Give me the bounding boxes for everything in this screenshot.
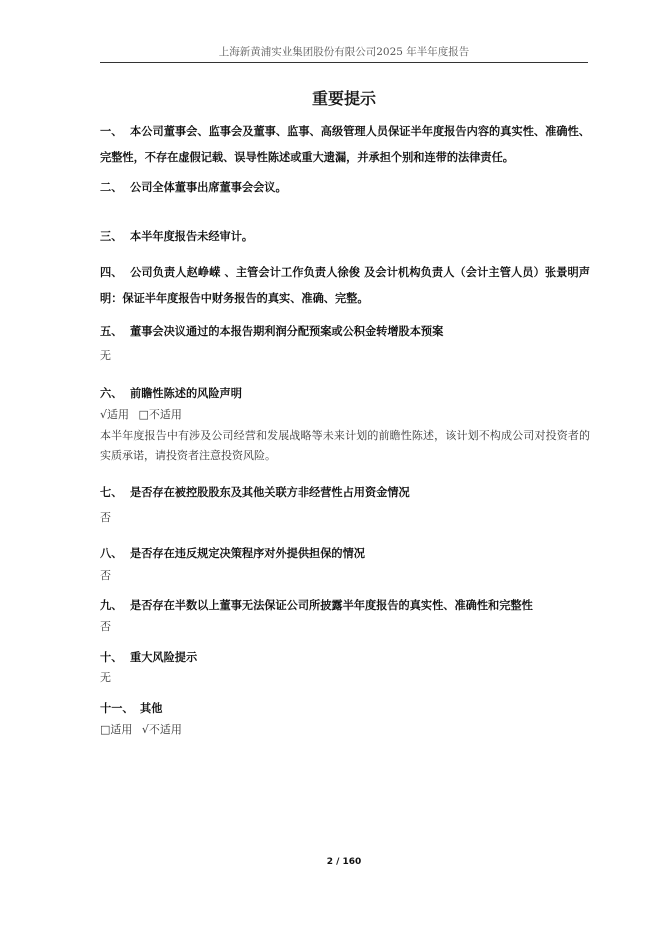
- item-number: 十一、: [100, 702, 134, 715]
- item-number: 四、: [100, 266, 123, 279]
- item-text: 公司负责人赵峥嵘 、主管会计工作负责人徐俊 及会计机构负责人（会计主管人员）张景明声明：保证半年度报告中财务报告的真实、准确、完整。: [100, 266, 590, 305]
- header-divider: [100, 62, 588, 63]
- item-4-heading: [100, 260, 590, 312]
- item-number: 七、: [100, 486, 123, 499]
- option-applicable: □适用: [100, 723, 133, 736]
- item-number: 十、: [100, 651, 123, 664]
- item-6-answer: 本半年度报告中有涉及公司经营和发展战略等未来计划的前瞻性陈述，该计划不构成公司对投资者的实质承诺，请投资者注意投资风险。: [100, 429, 590, 462]
- item-10-answer: 无: [100, 671, 111, 684]
- page-title: 重要提示: [311, 89, 376, 108]
- item-9-heading: [100, 593, 590, 619]
- item-text: 董事会决议通过的本报告期利润分配预案或公积金转增股本预案: [130, 325, 444, 338]
- item-6-heading: [100, 381, 590, 407]
- item-7-heading: [100, 480, 590, 506]
- item-number: 三、: [100, 230, 123, 243]
- item-number: 九、: [100, 599, 123, 612]
- item-number: 八、: [100, 547, 123, 560]
- option-applicable-checked: √适用: [100, 408, 130, 421]
- item-text: 本半年度报告未经审计。: [130, 230, 254, 243]
- item-11-options: [100, 720, 590, 740]
- item-text: 前瞻性陈述的风险声明: [130, 387, 242, 400]
- item-text: 是否存在被控股股东及其他关联方非经营性占用资金情况: [130, 486, 410, 499]
- item-8-answer: 否: [100, 569, 111, 582]
- page-number: 2 / 160: [326, 857, 362, 867]
- item-text: 是否存在半数以上董事无法保证公司所披露半年度报告的真实性、准确性和完整性: [130, 599, 533, 612]
- item-5-answer: 无: [100, 349, 111, 362]
- item-text: 本公司董事会、监事会及董事、监事、高级管理人员保证半年度报告内容的真实性、准确性、完整性，不存在虚假记载、误导性陈述或重大遗漏，并承担个别和连带的法律责任。: [100, 125, 590, 164]
- item-number: 二、: [100, 181, 123, 194]
- item-9-answer: 否: [100, 620, 111, 633]
- item-2-heading: [100, 175, 590, 201]
- item-number: 一、: [100, 125, 123, 138]
- item-1-heading: [100, 119, 590, 171]
- item-5-heading: [100, 319, 590, 345]
- item-text: 其他: [140, 702, 163, 715]
- running-header: 上海新黄浦实业集团股份有限公司2025 年半年度报告: [218, 46, 470, 58]
- item-7-answer: 否: [100, 511, 111, 524]
- item-text: 重大风险提示: [130, 651, 198, 664]
- item-text: 公司全体董事出席董事会会议。: [130, 181, 287, 194]
- item-6-options: [100, 405, 590, 425]
- item-8-heading: [100, 541, 590, 567]
- item-11-heading: [100, 696, 590, 722]
- item-3-heading: [100, 224, 590, 250]
- option-not-applicable: □不适用: [138, 408, 182, 421]
- item-number: 六、: [100, 387, 123, 400]
- item-text: 是否存在违反规定决策程序对外提供担保的情况: [130, 547, 365, 560]
- item-number: 五、: [100, 325, 123, 338]
- option-not-applicable-checked: √不适用: [141, 723, 182, 736]
